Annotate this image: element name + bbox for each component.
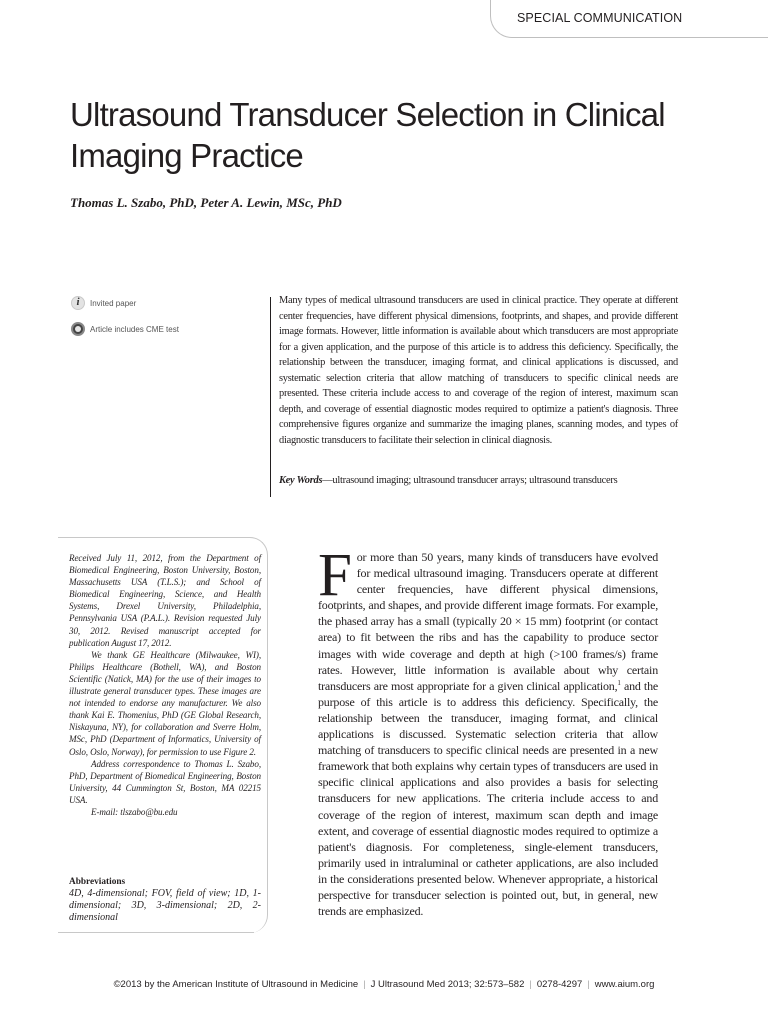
info-icon xyxy=(71,296,85,310)
page-footer xyxy=(0,979,768,990)
footer-separator: | xyxy=(363,979,366,990)
cme-test-note xyxy=(71,322,179,336)
body-text-part-1: or more than 50 years, many kinds of transducers have evolved for medical ultrasound imaging. Transducers operate at different center frequencies, have different physical dimensions, footprints, and shapes, and provide different image formats. For example, the phased array has a small (typically 20 × 15 mm) footprint (or contact area) to fit between the ribs and has the capability to produce sector images with wide coverage and depth at high (>100 frames/s) frame rates. However, little information is available about why certain transducers are most appropriate for a given clinical application, xyxy=(318,550,658,693)
abstract-text: Many types of medical ultrasound transducers are used in clinical practice. They operate at different center frequencies, have different physical dimensions, footprints, and shapes, and provide different image formats. However, little information is available about which transducers are most appropriate for a given application, and the purpose of this article is to address this deficiency. Specifically, the relationship between the transducer, imaging format, and clinical applications is discussed, and systematic selection criteria that allow matching of transducers to specific clinical needs are presented. These criteria include access to and coverage of the region of interest, maximum scan depth, and coverage of essential diagnostic modes required to optimize a patient's diagnosis. Three comprehensive figures organize and summarize the imaging planes, scanning modes, and types of diagnostic transducers to facilitate their selection in clinical diagnosis. xyxy=(279,295,678,446)
abbreviations-title: Abbreviations xyxy=(69,877,126,887)
correspondence-email: E-mail: tlszabo@bu.edu xyxy=(91,806,178,817)
keywords-list: —ultrasound imaging; ultrasound transducer arrays; ultrasound transducers xyxy=(322,475,618,486)
cme-test-label: Article includes CME test xyxy=(90,324,179,334)
footer-website[interactable]: www.aium.org xyxy=(594,979,655,990)
article-info-sidebar xyxy=(69,552,261,818)
invited-paper-label: Invited paper xyxy=(90,298,137,308)
article-authors: Thomas L. Szabo, PhD, Peter A. Lewin, MSc, PhD xyxy=(70,195,342,210)
reference-superscript: 1 xyxy=(617,678,621,687)
correspondence-address: Address correspondence to Thomas L. Szabo, PhD, Department of Biomedical Engineering, Boston University, 44 Cummington St, Boston, MA 02215 USA. xyxy=(69,758,261,805)
acknowledgments: We thank GE Healthcare (Milwaukee, WI), Philips Healthcare (Bothell, WA), and Boston Scientific (Natick, MA) for the use of their images to illustrate general transducer types. These images are not intended to endorse any manufacturer. We also thank Kai E. Thomenius, PhD (GE Global Research, Niskayuna, NY), for collaboration and Sverre Holm, MSc, PhD (Department of Informatics, University of Oslo, Oslo, Norway), for permission to use Figure 2. xyxy=(69,649,261,757)
sidebar-box-bottom xyxy=(58,932,254,933)
keywords-label: Key Words xyxy=(279,475,323,486)
drop-cap: F xyxy=(318,542,352,609)
keywords xyxy=(279,473,689,488)
abstract-divider xyxy=(270,297,271,497)
article-title: Ultrasound Transducer Selection in Clinical Imaging Practice xyxy=(70,96,665,174)
section-label: SPECIAL COMMUNICATION xyxy=(517,11,683,25)
footer-issn: 0278-4297 xyxy=(536,979,583,990)
footer-citation: J Ultrasound Med 2013; 32:573–582 xyxy=(370,979,525,990)
received-info: Received July 11, 2012, from the Department of Biomedical Engineering, Boston University, Boston, Massachusetts USA (T.L.S.); and School of Biomedical Engineering, Science, and Health Systems, Drexel University, Philadelphia, Pennsylvania USA (P.A.L.). Revision requested July 30, 2012. Revised manuscript accepted for publication August 17, 2012. xyxy=(69,553,261,648)
abbreviations-list: 4D, 4-dimensional; FOV, field of view; 1D, 1-dimensional; 3D, 3-dimensional; 2D, 2-dimensional xyxy=(69,888,261,924)
footer-copyright: ©2013 by the American Institute of Ultrasound in Medicine xyxy=(113,979,359,990)
footer-separator: | xyxy=(529,979,532,990)
body-text-part-2: and the purpose of this article is to address this deficiency. Specifically, the relationship between the transducer, imaging format, and clinical applications is discussed. Systematic selection criteria that allow matching of transducers to specific clinical needs are presented in a new framework that both explains why certain types of transducers are used in specific clinical applications and also provides a basis for selecting transducers for new applications. The criteria include access to and coverage of the region of interest, maximum scan depth and image extent, and coverage of essential diagnostic modes required to optimize a patient's diagnosis. For completeness, single-element transducers, primarily used in intraluminal or catheter applications, are also included in the considerations presented below. Whenever appropriate, a historical perspective for transducer selection is pointed out, but, in general, new trends are emphasized. xyxy=(318,678,658,919)
footer-separator: | xyxy=(587,979,590,990)
invited-paper-note xyxy=(71,296,136,310)
cme-icon xyxy=(71,322,85,336)
body-introduction xyxy=(318,542,658,919)
